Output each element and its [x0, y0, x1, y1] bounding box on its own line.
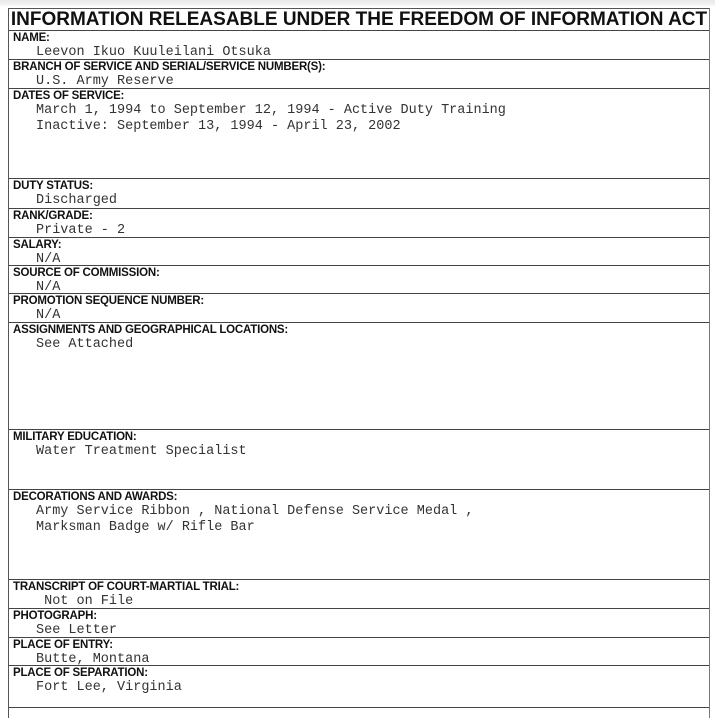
- field-label: BRANCH OF SERVICE AND SERIAL/SERVICE NUMBER(S):: [13, 61, 326, 73]
- field-value: Discharged: [36, 193, 118, 208]
- field-value: Water Treatment Specialist: [36, 444, 247, 459]
- field-value: Not on File: [36, 594, 134, 609]
- form-continuation: [9, 708, 709, 718]
- field-label: RANK/GRADE:: [13, 210, 93, 222]
- form-title: INFORMATION RELEASABLE UNDER THE FREEDOM OF INFORMATION ACT: [10, 9, 708, 30]
- field-label: ASSIGNMENTS AND GEOGRAPHICAL LOCATIONS:: [13, 324, 289, 336]
- field-label: SOURCE OF COMMISSION:: [13, 267, 160, 279]
- field-branch-of-service: [9, 60, 709, 89]
- field-salary: [9, 238, 709, 266]
- field-photograph: [9, 609, 709, 638]
- foia-release-form: [8, 8, 710, 718]
- field-label: DUTY STATUS:: [13, 180, 94, 192]
- field-label: NAME:: [13, 32, 50, 44]
- field-value: Army Service Ribbon , National Defense Service Medal ,: [36, 504, 474, 519]
- field-place-of-entry: [9, 638, 709, 666]
- field-label: PHOTOGRAPH:: [13, 610, 97, 622]
- scan-top-shade: [0, 0, 715, 6]
- field-decorations-and-awards: [9, 490, 709, 580]
- field-court-martial-transcript: [9, 580, 709, 609]
- field-assignments: [9, 323, 709, 430]
- field-source-of-commission: [9, 266, 709, 294]
- field-promotion-sequence-number: [9, 294, 709, 323]
- field-value: U.S. Army Reserve: [36, 74, 174, 89]
- field-value: Private - 2: [36, 223, 126, 238]
- field-label: SALARY:: [13, 239, 62, 251]
- field-value: Butte, Montana: [36, 652, 150, 667]
- field-value: March 1, 1994 to September 12, 1994 - Active Duty Training: [36, 103, 506, 118]
- field-label: DECORATIONS AND AWARDS:: [13, 491, 178, 503]
- field-label: PROMOTION SEQUENCE NUMBER:: [13, 295, 204, 307]
- field-value: See Attached: [36, 337, 134, 352]
- field-rank-grade: [9, 209, 709, 238]
- field-value: N/A: [36, 308, 61, 323]
- field-label: MILITARY EDUCATION:: [13, 431, 137, 443]
- field-value: Inactive: September 13, 1994 - April 23, 2002: [36, 119, 401, 134]
- field-military-education: [9, 430, 709, 490]
- field-value: Fort Lee, Virginia: [36, 680, 182, 695]
- field-dates-of-service: [9, 89, 709, 179]
- field-value: Marksman Badge w/ Rifle Bar: [36, 520, 255, 535]
- field-label: DATES OF SERVICE:: [13, 90, 125, 102]
- field-value: N/A: [36, 252, 61, 267]
- field-label: PLACE OF ENTRY:: [13, 639, 113, 651]
- field-label: TRANSCRIPT OF COURT-MARTIAL TRIAL:: [13, 581, 240, 593]
- field-value: Leevon Ikuo Kuuleilani Otsuka: [36, 45, 271, 60]
- field-place-of-separation: [9, 666, 709, 708]
- field-duty-status: [9, 179, 709, 209]
- field-name: [9, 31, 709, 60]
- field-value: N/A: [36, 280, 61, 295]
- field-label: PLACE OF SEPARATION:: [13, 667, 148, 679]
- field-value: See Letter: [36, 623, 118, 638]
